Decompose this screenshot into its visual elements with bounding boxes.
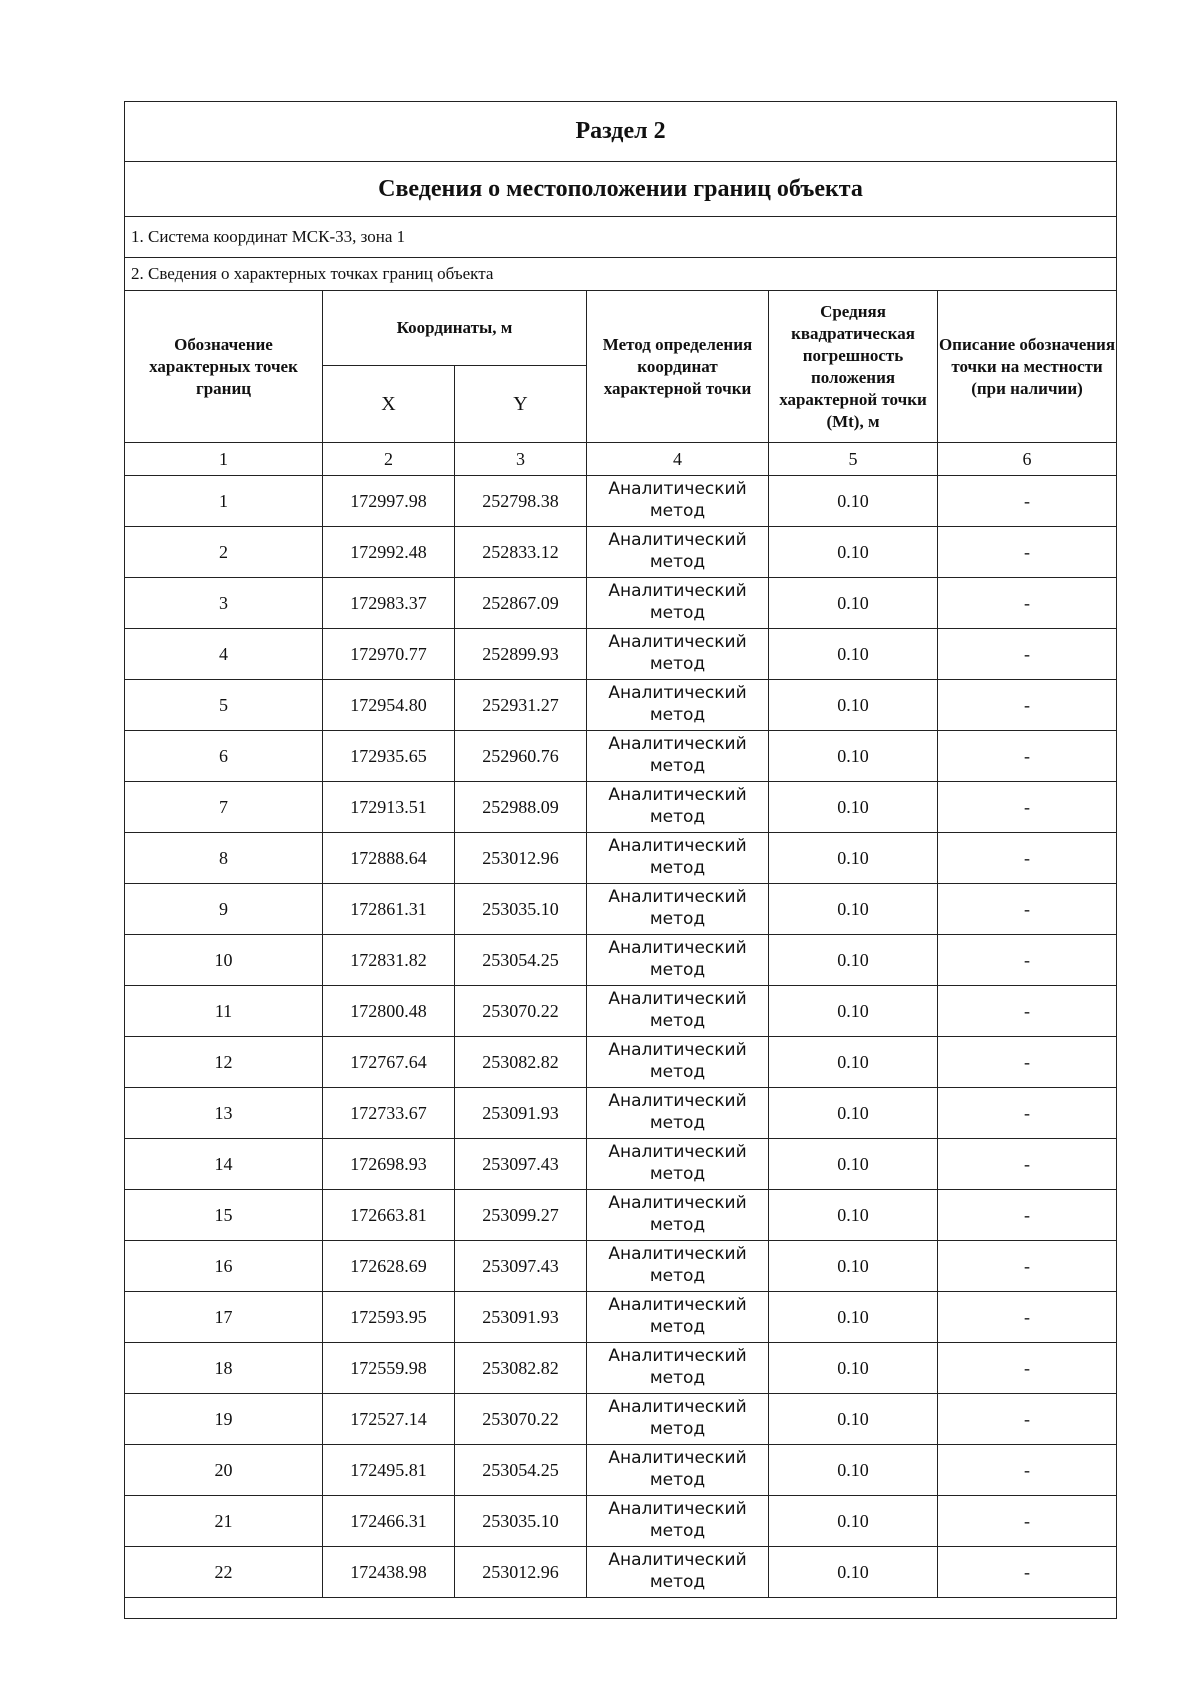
description-cell: - — [938, 476, 1117, 527]
coord-x: 172861.31 — [323, 884, 455, 935]
coord-y: 253054.25 — [455, 935, 587, 986]
description-cell: - — [938, 884, 1117, 935]
error-value: 0.10 — [769, 935, 938, 986]
table-row — [125, 1190, 1117, 1241]
error-value: 0.10 — [769, 1547, 938, 1598]
table-row — [125, 578, 1117, 629]
point-number: 18 — [125, 1343, 323, 1394]
coord-y: 253070.22 — [455, 1394, 587, 1445]
point-number: 5 — [125, 680, 323, 731]
coord-x: 172970.77 — [323, 629, 455, 680]
header-coordinates: Координаты, м — [323, 291, 587, 366]
column-number: 5 — [769, 443, 938, 476]
method-cell: Аналитический метод — [587, 1445, 769, 1496]
coord-x: 172628.69 — [323, 1241, 455, 1292]
error-value: 0.10 — [769, 476, 938, 527]
column-number-row — [125, 443, 1117, 476]
coordinate-system: 1. Система координат МСК-33, зона 1 — [125, 217, 1117, 258]
error-value: 0.10 — [769, 782, 938, 833]
point-number: 19 — [125, 1394, 323, 1445]
error-value: 0.10 — [769, 884, 938, 935]
table-row — [125, 1292, 1117, 1343]
column-number: 2 — [323, 443, 455, 476]
coord-x: 172663.81 — [323, 1190, 455, 1241]
description-cell: - — [938, 578, 1117, 629]
point-number: 2 — [125, 527, 323, 578]
coord-y: 252798.38 — [455, 476, 587, 527]
description-cell: - — [938, 1037, 1117, 1088]
method-cell: Аналитический метод — [587, 986, 769, 1037]
coord-x: 172559.98 — [323, 1343, 455, 1394]
document-sheet — [124, 101, 1116, 1619]
error-value: 0.10 — [769, 578, 938, 629]
coord-x: 172593.95 — [323, 1292, 455, 1343]
error-value: 0.10 — [769, 1496, 938, 1547]
description-cell: - — [938, 935, 1117, 986]
table-row — [125, 1037, 1117, 1088]
header-y: Y — [455, 366, 587, 443]
error-value: 0.10 — [769, 680, 938, 731]
coord-y: 253012.96 — [455, 1547, 587, 1598]
table-row — [125, 1139, 1117, 1190]
error-value: 0.10 — [769, 1292, 938, 1343]
error-value: 0.10 — [769, 1343, 938, 1394]
method-cell: Аналитический метод — [587, 1088, 769, 1139]
description-cell: - — [938, 986, 1117, 1037]
point-number: 20 — [125, 1445, 323, 1496]
header-description: Описание обозначения точки на местности (при наличии) — [938, 291, 1117, 443]
table-row — [125, 833, 1117, 884]
table-row — [125, 680, 1117, 731]
table-row — [125, 1241, 1117, 1292]
table-row — [125, 1445, 1117, 1496]
method-cell: Аналитический метод — [587, 527, 769, 578]
section-subtitle: Сведения о местоположении границ объекта — [125, 162, 1117, 217]
description-cell: - — [938, 1496, 1117, 1547]
point-number: 12 — [125, 1037, 323, 1088]
description-cell: - — [938, 1241, 1117, 1292]
error-value: 0.10 — [769, 731, 938, 782]
point-number: 9 — [125, 884, 323, 935]
table-row — [125, 935, 1117, 986]
error-value: 0.10 — [769, 527, 938, 578]
coord-y: 253070.22 — [455, 986, 587, 1037]
method-cell: Аналитический метод — [587, 1292, 769, 1343]
description-cell: - — [938, 1139, 1117, 1190]
point-number: 14 — [125, 1139, 323, 1190]
coord-x: 172438.98 — [323, 1547, 455, 1598]
description-cell: - — [938, 1190, 1117, 1241]
coord-y: 252899.93 — [455, 629, 587, 680]
method-cell: Аналитический метод — [587, 935, 769, 986]
object-title-row — [125, 162, 1117, 217]
description-cell: - — [938, 782, 1117, 833]
table-row — [125, 1394, 1117, 1445]
table-row — [125, 527, 1117, 578]
table-row — [125, 629, 1117, 680]
coord-y: 252960.76 — [455, 731, 587, 782]
coord-y: 253035.10 — [455, 884, 587, 935]
point-number: 3 — [125, 578, 323, 629]
method-cell: Аналитический метод — [587, 1394, 769, 1445]
point-number: 7 — [125, 782, 323, 833]
point-number: 4 — [125, 629, 323, 680]
coord-y: 253035.10 — [455, 1496, 587, 1547]
error-value: 0.10 — [769, 986, 938, 1037]
description-cell: - — [938, 629, 1117, 680]
point-number: 1 — [125, 476, 323, 527]
method-cell: Аналитический метод — [587, 833, 769, 884]
coord-x: 172495.81 — [323, 1445, 455, 1496]
method-cell: Аналитический метод — [587, 884, 769, 935]
coord-y: 252833.12 — [455, 527, 587, 578]
error-value: 0.10 — [769, 1037, 938, 1088]
coord-y: 253054.25 — [455, 1445, 587, 1496]
coord-y: 253091.93 — [455, 1088, 587, 1139]
coord-x: 172913.51 — [323, 782, 455, 833]
point-number: 11 — [125, 986, 323, 1037]
method-cell: Аналитический метод — [587, 1190, 769, 1241]
method-cell: Аналитический метод — [587, 629, 769, 680]
point-number: 13 — [125, 1088, 323, 1139]
coord-x: 172997.98 — [323, 476, 455, 527]
description-cell: - — [938, 527, 1117, 578]
section-title-row — [125, 102, 1117, 162]
coord-x: 172888.64 — [323, 833, 455, 884]
coord-x: 172800.48 — [323, 986, 455, 1037]
coord-x: 172954.80 — [323, 680, 455, 731]
description-cell: - — [938, 1343, 1117, 1394]
point-number: 21 — [125, 1496, 323, 1547]
point-number: 15 — [125, 1190, 323, 1241]
error-value: 0.10 — [769, 629, 938, 680]
coord-x: 172733.67 — [323, 1088, 455, 1139]
point-number: 6 — [125, 731, 323, 782]
description-cell: - — [938, 1292, 1117, 1343]
error-value: 0.10 — [769, 1445, 938, 1496]
coord-x: 172767.64 — [323, 1037, 455, 1088]
table-row — [125, 1088, 1117, 1139]
error-value: 0.10 — [769, 833, 938, 884]
coord-y: 253012.96 — [455, 833, 587, 884]
error-value: 0.10 — [769, 1394, 938, 1445]
point-number: 10 — [125, 935, 323, 986]
method-cell: Аналитический метод — [587, 1343, 769, 1394]
table-row — [125, 986, 1117, 1037]
column-number: 4 — [587, 443, 769, 476]
table-footer-row — [125, 1598, 1117, 1619]
column-number: 3 — [455, 443, 587, 476]
method-cell: Аналитический метод — [587, 476, 769, 527]
coord-x: 172935.65 — [323, 731, 455, 782]
section-title: Раздел 2 — [125, 102, 1117, 162]
method-cell: Аналитический метод — [587, 1547, 769, 1598]
coord-y: 252867.09 — [455, 578, 587, 629]
table-row — [125, 731, 1117, 782]
column-number: 1 — [125, 443, 323, 476]
method-cell: Аналитический метод — [587, 1139, 769, 1190]
point-number: 8 — [125, 833, 323, 884]
method-cell: Аналитический метод — [587, 731, 769, 782]
description-cell: - — [938, 1394, 1117, 1445]
coord-x: 172831.82 — [323, 935, 455, 986]
table-row — [125, 782, 1117, 833]
header-row-1 — [125, 291, 1117, 366]
method-cell: Аналитический метод — [587, 680, 769, 731]
error-value: 0.10 — [769, 1241, 938, 1292]
boundary-points-table — [124, 101, 1117, 1619]
table-footer-cell — [125, 1598, 1117, 1619]
description-cell: - — [938, 1088, 1117, 1139]
method-cell: Аналитический метод — [587, 1496, 769, 1547]
error-value: 0.10 — [769, 1088, 938, 1139]
table-row — [125, 1496, 1117, 1547]
method-cell: Аналитический метод — [587, 782, 769, 833]
coord-x: 172983.37 — [323, 578, 455, 629]
table-row — [125, 1547, 1117, 1598]
point-number: 17 — [125, 1292, 323, 1343]
description-cell: - — [938, 680, 1117, 731]
coord-y: 253097.43 — [455, 1139, 587, 1190]
coord-y: 253091.93 — [455, 1292, 587, 1343]
coord-y: 253099.27 — [455, 1190, 587, 1241]
point-number: 16 — [125, 1241, 323, 1292]
table-row — [125, 884, 1117, 935]
header-designation: Обозначение характерных точек границ — [125, 291, 323, 443]
points-heading: 2. Сведения о характерных точках границ объекта — [125, 258, 1117, 291]
coord-x: 172527.14 — [323, 1394, 455, 1445]
coord-y: 252988.09 — [455, 782, 587, 833]
description-cell: - — [938, 1445, 1117, 1496]
coord-x: 172698.93 — [323, 1139, 455, 1190]
point-number: 22 — [125, 1547, 323, 1598]
coord-y: 253082.82 — [455, 1343, 587, 1394]
coord-y: 253082.82 — [455, 1037, 587, 1088]
coord-y: 253097.43 — [455, 1241, 587, 1292]
method-cell: Аналитический метод — [587, 1241, 769, 1292]
coord-y: 252931.27 — [455, 680, 587, 731]
table-row — [125, 1343, 1117, 1394]
coord-x: 172466.31 — [323, 1496, 455, 1547]
points-heading-row — [125, 258, 1117, 291]
header-method: Метод определения координат характерной точки — [587, 291, 769, 443]
error-value: 0.10 — [769, 1139, 938, 1190]
method-cell: Аналитический метод — [587, 1037, 769, 1088]
coord-x: 172992.48 — [323, 527, 455, 578]
header-error: Средняя квадратическая погрешность положения характерной точки (Mt), м — [769, 291, 938, 443]
coordinate-system-row — [125, 217, 1117, 258]
column-number: 6 — [938, 443, 1117, 476]
description-cell: - — [938, 1547, 1117, 1598]
error-value: 0.10 — [769, 1190, 938, 1241]
method-cell: Аналитический метод — [587, 578, 769, 629]
description-cell: - — [938, 731, 1117, 782]
description-cell: - — [938, 833, 1117, 884]
table-row — [125, 476, 1117, 527]
header-x: X — [323, 366, 455, 443]
